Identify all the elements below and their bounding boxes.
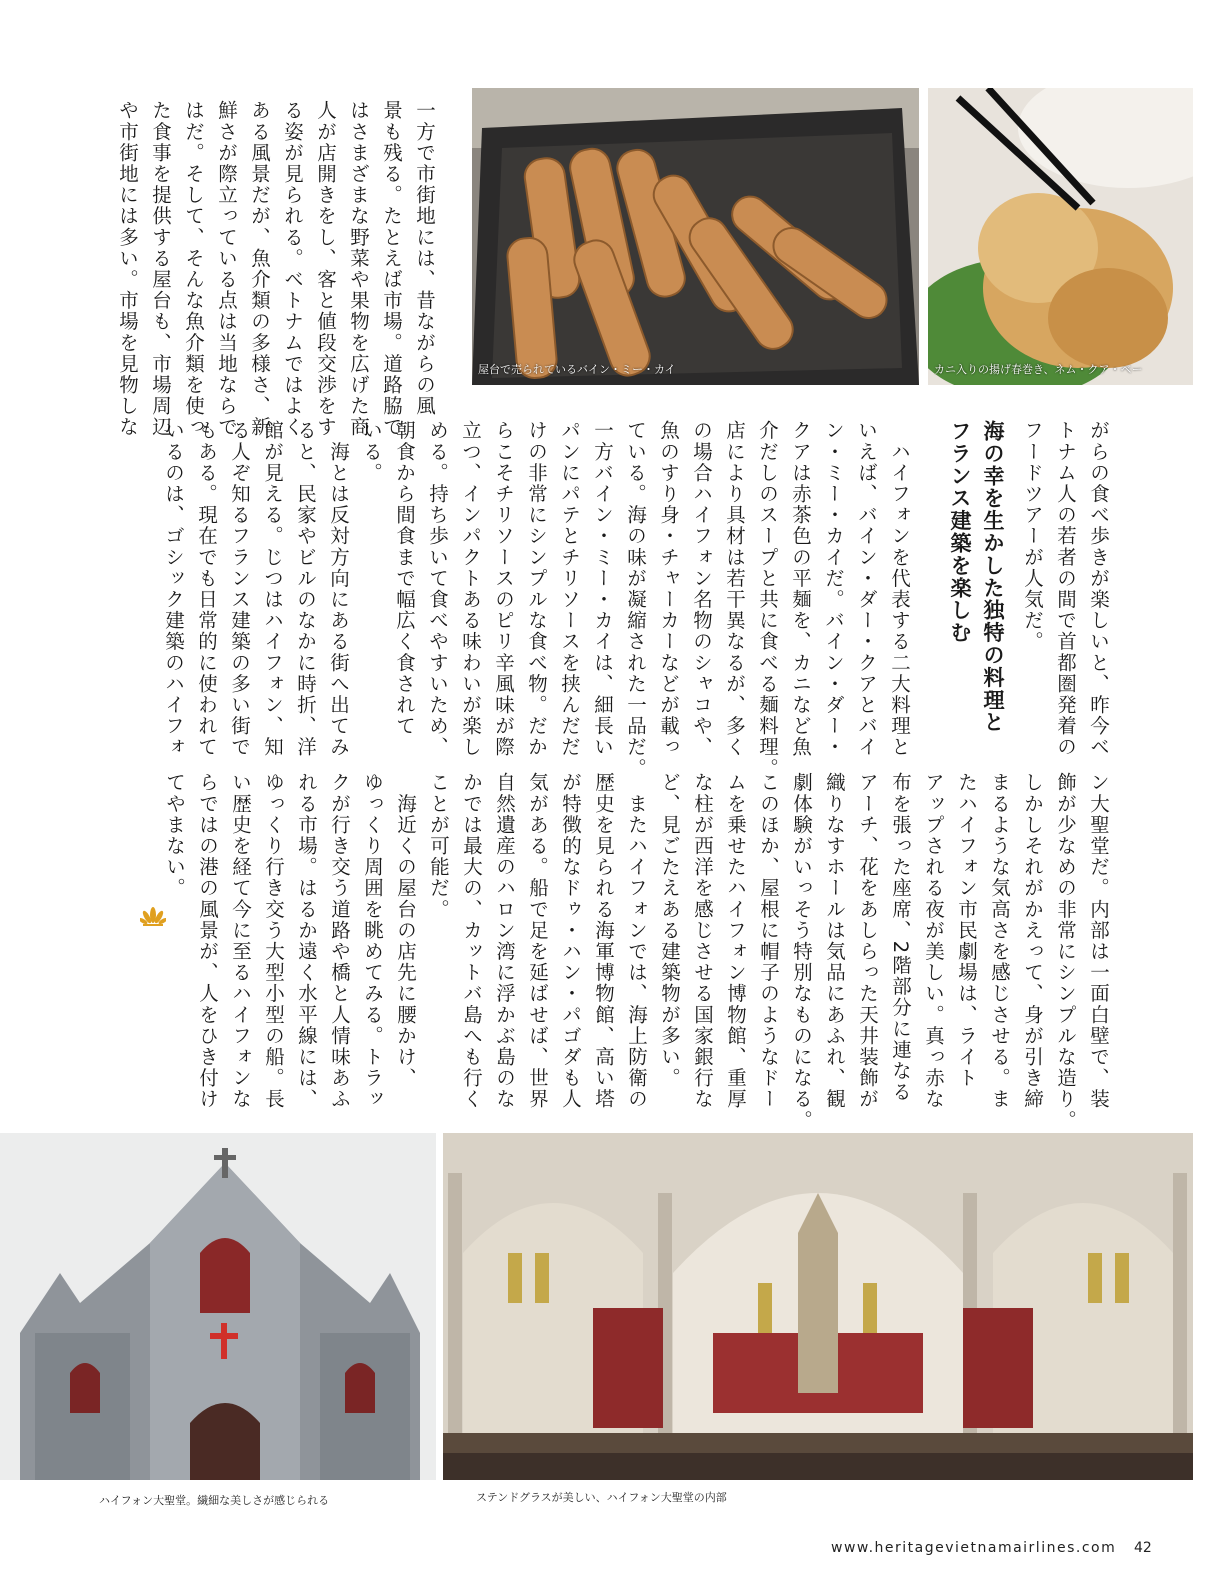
section-heading: 海の幸を生かした独特の料理と フランス建築を楽しむ [948, 420, 1005, 734]
cathedral-exterior-illustration [0, 1133, 436, 1480]
article-column-top-left: 一方で市街地には、昔ながらの風 景も残る。たとえば市場。道路脇で はさまざまな野菜や果物を広げた商 人が店開きをし、客と値段交渉をす る姿が見られる。ベトナムではよく ある風景だが、魚介類の多様さ、新 鮮さが際立っている点は当地ならで はだ。そして、そんな魚介類を使っ た食事を提供する屋台も、市場周辺 や市街地には多い。市場を見物しな [116, 100, 436, 438]
article-column-lower: ン大聖堂だ。内部は一面白壁で、装 飾が少なめの非常にシンプルな造り。 しかしそれがかえって、身が引き締 まるような気高さを感じさせる。ま たハイフォン市民劇場は、ライト アップされる夜が美しい。真っ赤な 布を張った座席、2階部分に連なる アーチ、花をあしらった天井装飾が 織りなすホールは気品にあふれ、観 劇体験がいっそう特別なものになる。 このほか、屋根に帽子のようなドー ムを乗せたハイフォン博物館、重厚 な柱が西洋を感じさせる国家銀行な ど、見ごたえある建築物が多い。 またハイフォンでは、海上防衛の 歴史を見られる海軍博物館、高い塔 が特徴的なドゥ・ハン・パゴダも人 気がある。船で足を延ばせば、世界 自然遺産のハロン湾に浮かぶ島のな かでは最大の、カットバ島へも行く ことが可能だ。 海近くの屋台の店先に腰かけ、 ゆっくり周囲を眺めてみる。トラッ クが行き交う道路や橋と人情味あふ れる市場。はるか遠く水平線には、 ゆっくり行き交う大型小型の船。長 い歴史を経て今に至るハイフォンな らではの港の風景が、人をひき付け てやまない。 [163, 772, 1110, 1131]
caption-cathedral-exterior: ハイフォン大聖堂。繊細な美しさが感じられる [99, 1494, 330, 1507]
photo-caption-nem-cua-be: カニ入りの揚げ春巻き、ネム・クア・ベー [934, 363, 1143, 376]
caption-cathedral-interior: ステンドグラスが美しい、ハイフォン大聖堂の内部 [476, 1491, 727, 1504]
footer-website-url: www.heritagevietnamairlines.com [831, 1540, 1117, 1556]
banh-mi-cay-illustration [472, 88, 919, 385]
photo-banh-mi-cay [472, 88, 919, 385]
article-column-main: ハイフォンを代表する二大料理と いえば、バイン・ダー・クアとバイ ン・ミー・カイだ。バイン・ダー・ クアは赤茶色の平麺を、カニなど魚 介だしのスープと共に食べる麺料理。 店により具材は若干異なるが、多く の場合ハイフォン名物のシャコや、 魚のすり身・チャーカーなどが載っ ている。海の味が凝縮された一品だ。 一方バイン・ミー・カイは、細長い パンにパテとチリソースを挟んだだ けの非常にシンプルな食べ物。だか らこそチリソースのピリ辛風味が際 立つ、インパクトある味わいが楽し める。持ち歩いて食べやすいため、 朝食から間食まで幅広く食されて いる。 海とは反対方向にある街へ出てみ ると、民家やビルのなかに時折、洋 館が見える。じつはハイフォン、知 る人ぞ知るフランス建築の多い街で もある。現在でも日常的に使われて いるのは、ゴシック建築のハイフォ [162, 420, 911, 779]
nem-cua-be-illustration [928, 88, 1193, 385]
photo-cathedral-exterior [0, 1133, 436, 1480]
photo-nem-cua-be [928, 88, 1193, 385]
photo-cathedral-interior [443, 1133, 1193, 1480]
article-column-intro-continued: がらの食べ歩きが楽しいと、昨今ベ トナム人の若者の間で首都圏発着の フードツアーが人気だ。 [1021, 420, 1110, 758]
page-number: 42 [1134, 1540, 1152, 1556]
photo-caption-banh-mi-cay: 屋台で売られているバイン・ミー・カイ [478, 363, 676, 376]
cathedral-interior-illustration [443, 1133, 1193, 1480]
lotus-ornament-icon [140, 905, 166, 927]
